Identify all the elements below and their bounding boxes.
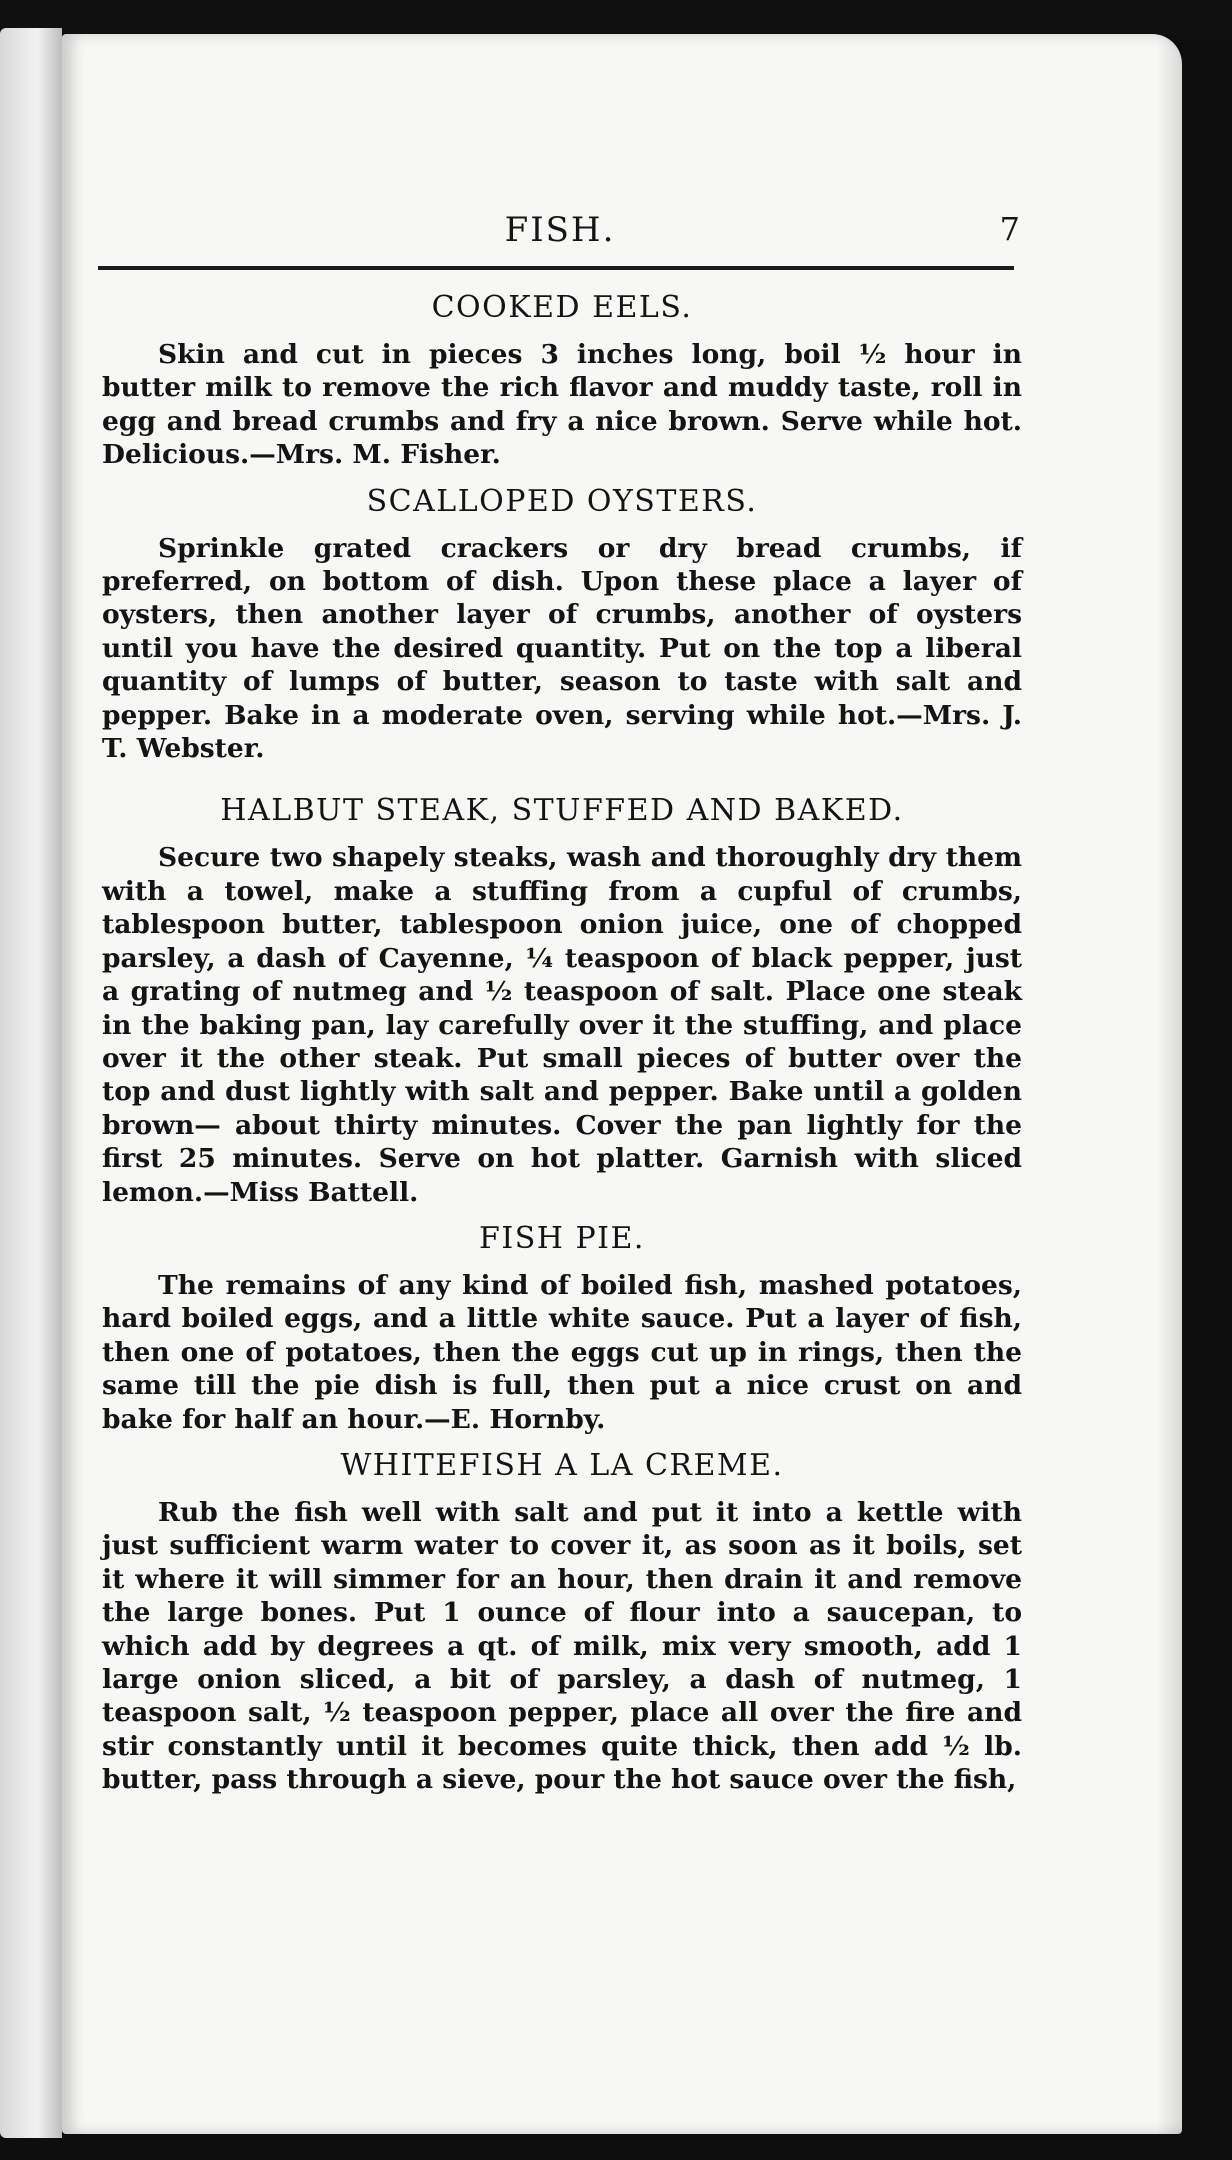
- recipe-body: Skin and cut in pieces 3 inches long, boil ½ hour in butter milk to remove the rich flavor and muddy taste, roll in egg and bread crumbs and fry a nice brown. Serve while hot. Delicious.—Mrs. M. Fisher.: [102, 339, 1022, 471]
- section-title: FISH.: [504, 210, 616, 250]
- recipe-halbut-steak: [102, 791, 1022, 1208]
- page-content: [102, 288, 1022, 1797]
- recipe-fish-pie: [102, 1219, 1022, 1436]
- recipe-scalloped-oysters: [102, 482, 1022, 766]
- running-head: [100, 210, 1020, 270]
- recipe-body: Rub the fish well with salt and put it into a kettle with just sufficient warm water to cover it, as soon as it boils, set it where it will simmer for an hour, then drain it and remove the large bones. Put 1 ounce of flour into a saucepan, to which add by degrees a qt. of milk, mix very smooth, add 1 large onion sliced, a bit of parsley, a dash of nutmeg, 1 teaspoon salt, ½ teaspoon pepper, place all over the fire and stir constantly until it becomes quite thick, then add ½ lb. butter, pass through a sieve, pour the hot sauce over the fish,: [102, 1496, 1022, 1796]
- recipe-title: HALBUT STEAK, STUFFED AND BAKED.: [220, 793, 904, 829]
- recipe-body: Secure two shapely steaks, wash and thoroughly dry them with a towel, make a stuffing from a cupful of crumbs, tablespoon butter, tablespoon onion juice, one of chopped parsley, a dash of Cayenne, ¼ teaspoon of black pepper, just a grating of nutmeg and ½ teaspoon of salt. Place one steak in the baking pan, lay carefully over it the stuffing, and place over it the other steak. Put small pieces of butter over the top and dust lightly with salt and pepper. Bake until a golden brown— about thirty minutes. Cover the pan lightly for the first 25 minutes. Serve on hot platter. Garnish with sliced lemon.—Miss Battell.: [102, 842, 1022, 1208]
- recipe-body: The remains of any kind of boiled fish, mashed potatoes, hard boiled eggs, and a little white sauce. Put a layer of fish, then one of potatoes, then the eggs cut up in rings, then the same till the pie dish is full, then put a nice crust on and bake for half an hour.—E. Hornby.: [102, 1269, 1022, 1435]
- header-rule: [98, 266, 1014, 270]
- page-number: 7: [999, 210, 1020, 248]
- recipe-title: FISH PIE.: [479, 1220, 645, 1256]
- recipe-whitefish-a-la-creme: [102, 1446, 1022, 1797]
- page-fold-shadow: [1156, 34, 1182, 2134]
- book-spine-edge: [0, 28, 62, 2138]
- recipe-title: WHITEFISH A LA CREME.: [340, 1447, 784, 1483]
- recipe-title: COOKED EELS.: [431, 290, 693, 325]
- recipe-cooked-eels: [102, 288, 1022, 472]
- recipe-title: SCALLOPED OYSTERS.: [366, 483, 758, 519]
- recipe-body: Sprinkle grated crackers or dry bread crumbs, if preferred, on bottom of dish. Upon these place a layer of oysters, then another layer of crumbs, another of oysters until you have the desired quantity. Put on the top a liberal quantity of lumps of butter, season to taste with salt and pepper. Bake in a moderate oven, serving while hot.—Mrs. J. T. Webster.: [102, 532, 1022, 765]
